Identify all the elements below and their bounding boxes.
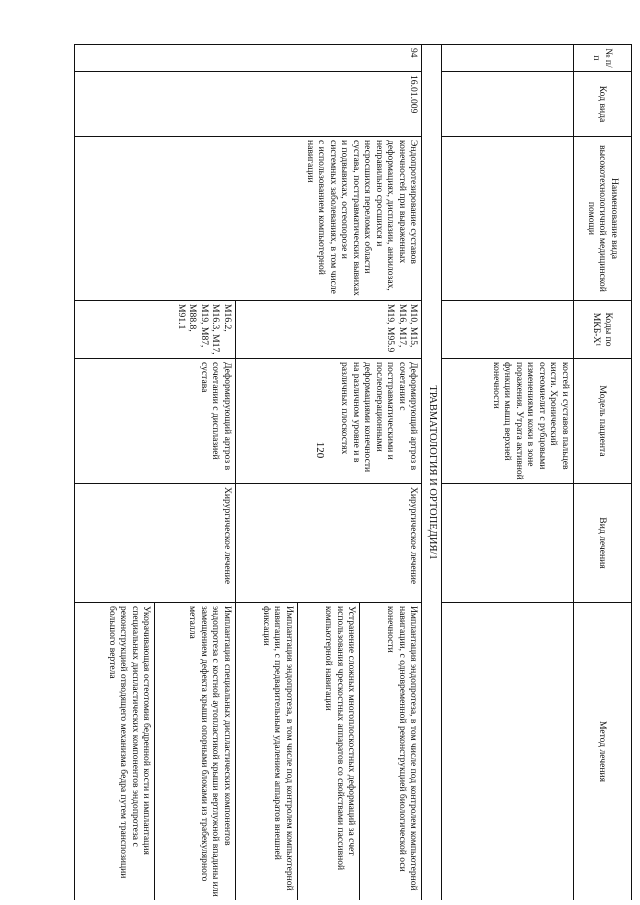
sub2-model: Деформирующий артроз в сочетании с дисплазией сустава: [75, 359, 236, 484]
table-row: [360, 45, 422, 901]
sub1-treatment: Хирургическое лечение: [235, 484, 422, 603]
sub2-treatment: Хирургическое лечение: [75, 484, 236, 603]
sub2-method-1: Имплантация специальных диспластических компонентов эндопротеза с костной аутопластикой крыши вертлужной впадины или замещением дефекта крыши опорными блоками из трабекулярного металла: [155, 603, 235, 901]
sub1-method-3: Имплантация эндопротеза, в том числе под контролем компьютерной навигации, с предварительным удалением аппаратов внешней фиксации: [235, 603, 297, 901]
continuation-row: [442, 45, 574, 901]
header-code: Код вида: [574, 72, 632, 137]
sub2-method-2: Укорачивающая остеотомия бедренной кости и имплантация специальных диспластических компонентов эндопротеза с реконструкцией отводящего механизма бедра путем транспозиции большого вертела: [75, 603, 155, 901]
sub1-model: Деформирующий артроз в сочетании с посттравматическими и послеоперационными деформациями конечности на различном уровне и в различных плоскостях: [235, 359, 422, 484]
header-method: Метод лечения: [574, 603, 632, 901]
header-model: Модель пациента: [574, 359, 632, 484]
table-area: [74, 44, 632, 900]
page-number: 120: [314, 441, 326, 459]
header-num: № п/п: [574, 45, 632, 72]
sub2-icd: M16.2, M16.3, M17, M19, M87, M88.8, M91.1: [75, 301, 236, 359]
row-num: 94: [75, 45, 422, 72]
header-name: Наименование вида высокотехнологичной медицинской помощи: [574, 137, 632, 301]
header-icd: Коды по МКБ-X¹: [574, 301, 632, 359]
vmp-table: [74, 44, 632, 900]
header-treatment: Вид лечения: [574, 484, 632, 603]
section-title: ТРАВМАТОЛОГИЯ И ОРТОПЕДИЯ/1: [422, 45, 442, 901]
row-code: 16.01.009: [75, 72, 422, 137]
cont-model: костей и суставов пальцев кисти. Хронический остеомиелит с рубцовыми изменениями кожи в зоне поражения. Утрата активной функции мышц верхней конечности: [442, 359, 574, 484]
section-row: [422, 45, 442, 901]
sub1-method-1: Имплантация эндопротеза, в том числе под контролем компьютерной навигации, с одновременной реконструкцией биологической оси конечности: [360, 603, 422, 901]
header-row: [574, 45, 632, 901]
sub1-icd: M10, M15, M16, M17, M19, M95.9: [235, 301, 422, 359]
sub1-method-2: Устранение сложных многоплоскостных деформаций за счет использования чрескостных аппаратов со свойствами пассивной компьютерной навигации: [297, 603, 359, 901]
row-name: Эндопротезирование суставов конечностей при выраженных деформациях, дисплазии, анкилозах, неправильно сросшихся и несросшихся переломах области сустава, посттравматических вывихах и подвывихах, остеопорозе и системных заболеваниях, в том числе с использованием компьютерной навигации: [75, 137, 422, 301]
